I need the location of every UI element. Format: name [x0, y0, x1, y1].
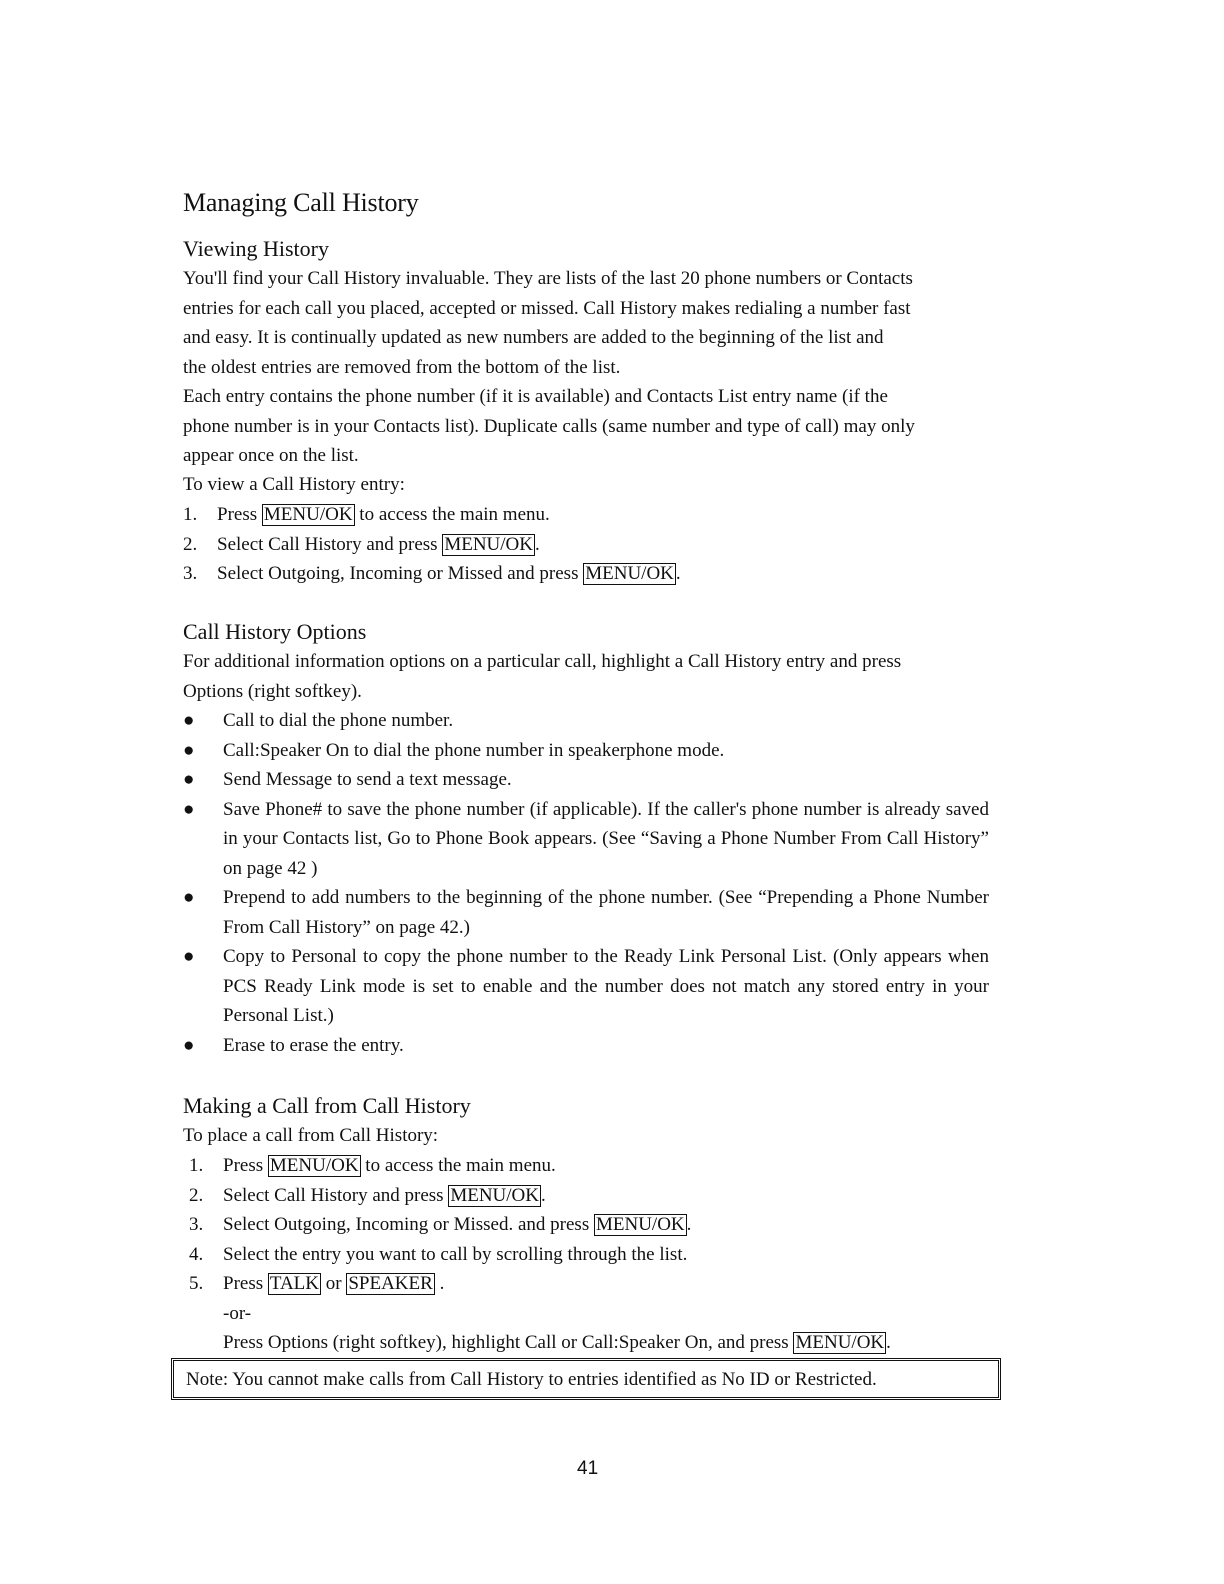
list-item: 2. Select Call History and press MENU/OK .	[183, 533, 540, 555]
viewing-steps-list	[183, 500, 681, 589]
text-line: You'll find your Call History invaluable. They are lists of the last 20 phone numbers or Contacts	[183, 268, 913, 289]
menu-ok-key: MENU/OK	[795, 1332, 885, 1353]
text-line: Options (right softkey).	[183, 680, 362, 702]
section-heading-viewing-history: Viewing History	[183, 236, 329, 261]
note-text: Note: You cannot make calls from Call History to entries identified as No ID or Restricted.	[186, 1369, 877, 1390]
list-item: 3. Select Outgoing, Incoming or Missed and press MENU/OK .	[183, 563, 681, 584]
text-line: For additional information options on a particular call, highlight a Call History entry and press	[183, 651, 902, 672]
bullet-icon: ●	[183, 1034, 195, 1056]
bullet-icon: ●	[183, 769, 195, 790]
bullet-icon: ●	[183, 946, 195, 967]
page-title: Managing Call History	[183, 188, 419, 217]
or-separator: -or-	[223, 1302, 252, 1324]
list-item: 4. Select the entry you want to call by scrolling through the list.	[189, 1243, 688, 1265]
list-item: ● Call to dial the phone number.	[183, 706, 989, 736]
viewing-paragraph-1	[183, 264, 993, 382]
list-item: 3. Select Outgoing, Incoming or Missed. and press MENU/OK .	[189, 1214, 692, 1235]
options-bullet-list	[183, 706, 989, 1060]
section-heading-making-a-call: Making a Call from Call History	[183, 1093, 471, 1118]
making-steps-list	[189, 1151, 891, 1358]
text-line: and easy. It is continually updated as new numbers are added to the beginning of the list and	[183, 327, 884, 348]
making-intro: To place a call from Call History:	[183, 1125, 439, 1146]
list-item: ● Erase to erase the entry.	[183, 1031, 989, 1061]
menu-ok-key: MENU/OK	[450, 1184, 539, 1206]
menu-ok-key: MENU/OK	[585, 563, 674, 584]
list-item: Press Options (right softkey), highlight Call or Call:Speaker On, and press MENU/OK .	[223, 1332, 891, 1353]
list-item: ● Save Phone# to save the phone number (if applicable). If the caller's phone number is already saved in your Contacts list, Go to Phone Book appears. (See “Saving a Phone Number From Call History” on page 42 )	[183, 795, 989, 884]
talk-key: TALK	[269, 1273, 320, 1294]
text-line: appear once on the list.	[183, 445, 359, 466]
list-item: 1. Press MENU/OK to access the main menu.	[189, 1155, 556, 1176]
bullet-icon: ●	[183, 887, 195, 908]
speaker-key: SPEAKER	[348, 1273, 433, 1294]
list-item: ● Copy to Personal to copy the phone number to the Ready Link Personal List. (Only appears when PCS Ready Link mode is set to enable and the number does not match any stored entry in your Personal List.)	[183, 942, 989, 1031]
list-item: ● Call:Speaker On to dial the phone number in speakerphone mode.	[183, 736, 989, 766]
menu-ok-key: MENU/OK	[595, 1214, 685, 1235]
viewing-intro: To view a Call History entry:	[183, 474, 405, 495]
text-line: the oldest entries are removed from the bottom of the list.	[183, 356, 621, 378]
list-item: ● Send Message to send a text message.	[183, 765, 989, 795]
text-line: entries for each call you placed, accepted or missed. Call History makes redialing a number fast	[183, 297, 911, 319]
options-intro	[183, 647, 993, 706]
text-line: phone number is in your Contacts list). Duplicate calls (same number and type of call) may only	[183, 415, 915, 437]
page-number: 41	[577, 1458, 599, 1479]
note-box	[171, 1358, 1001, 1400]
text-line: Each entry contains the phone number (if it is available) and Contacts List entry name (if the	[183, 386, 888, 407]
section-heading-call-history-options: Call History Options	[183, 619, 367, 644]
viewing-paragraph-2	[183, 382, 993, 471]
menu-ok-key: MENU/OK	[444, 533, 533, 555]
list-item: 5. Press TALK or SPEAKER .	[189, 1273, 445, 1294]
list-item: 1. Press MENU/OK to access the main menu.	[183, 504, 550, 525]
bullet-icon: ●	[183, 710, 195, 731]
bullet-icon: ●	[183, 739, 195, 761]
list-item: ● Prepend to add numbers to the beginning of the phone number. (See “Prepending a Phone Number From Call History” on page 42.)	[183, 883, 989, 942]
menu-ok-key: MENU/OK	[263, 504, 353, 525]
list-item: 2. Select Call History and press MENU/OK .	[189, 1184, 546, 1206]
bullet-icon: ●	[183, 798, 195, 820]
menu-ok-key: MENU/OK	[269, 1155, 359, 1176]
